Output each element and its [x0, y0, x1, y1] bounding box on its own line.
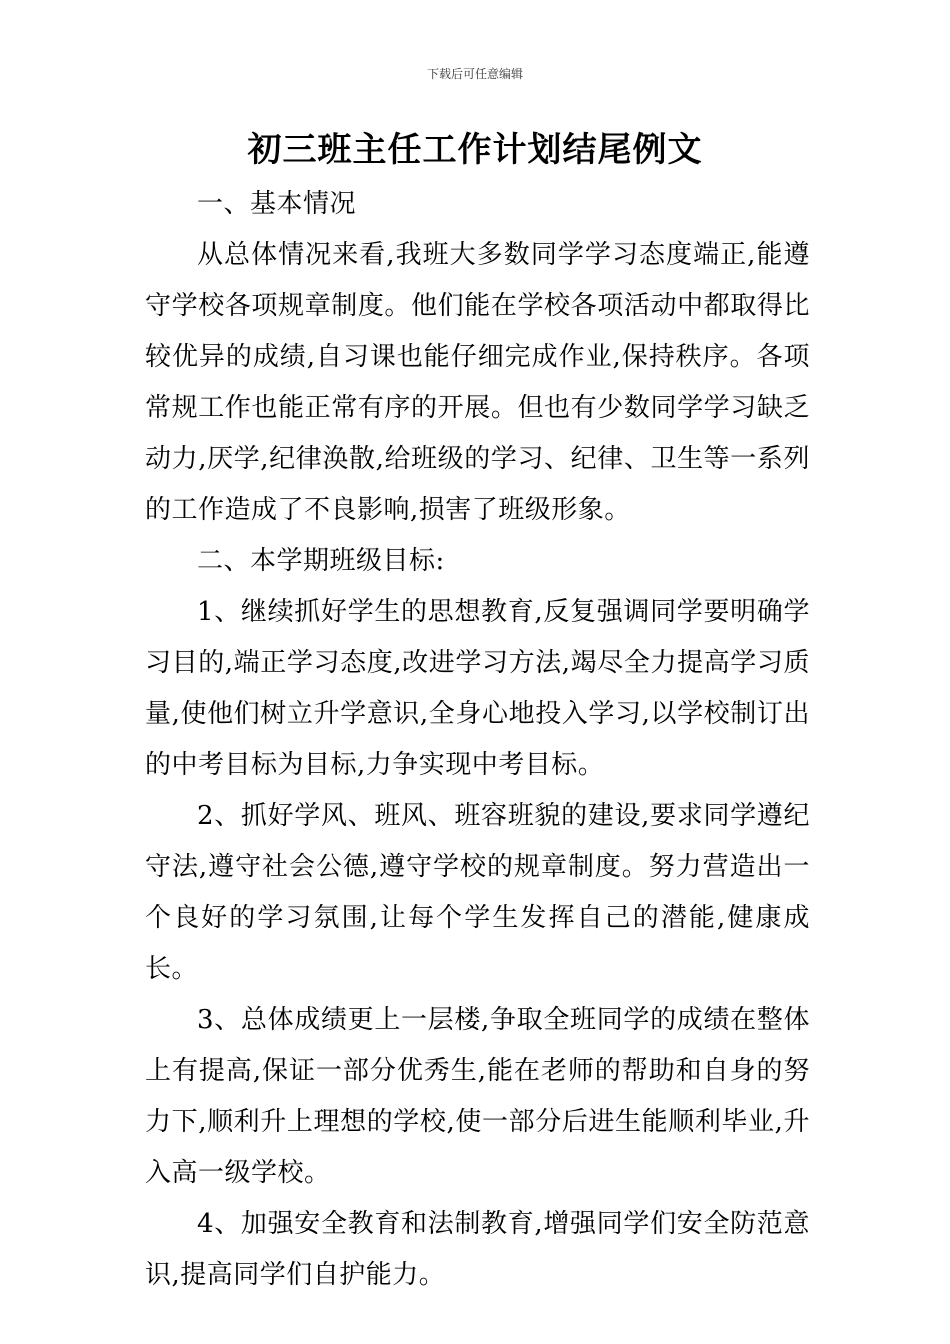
section-heading-basic-situation: 一、基本情况: [197, 189, 357, 219]
paragraph-basic-situation: 从总体情况来看,我班大多数同学学习态度端正,能遵守学校各项规章制度。他们能在学校各项活动中都取得比较优异的成绩,自习课也能仔细完成作业,保持秩序。各项常规工作也能正常有序的开展。但也有少数同学学习缺乏动力,厌学,纪律涣散,给班级的学习、纪律、卫生等一系列的工作造成了不良影响,损害了班级形象。: [145, 240, 810, 525]
section-heading-semester-goals: 二、本学期班级目标:: [197, 546, 445, 576]
header-note: 下载后可任意编辑: [426, 67, 523, 81]
paragraph-goal-4: 4、加强安全教育和法制教育,增强同学们安全防范意识,提高同学们自护能力。: [145, 1209, 810, 1290]
paragraph-goal-3: 3、总体成绩更上一层楼,争取全班同学的成绩在整体上有提高,保证一部分优秀生,能在老师的帮助和自身的努力下,顺利升上理想的学校,使一部分后进生能顺利毕业,升入高一级学校。: [145, 1005, 810, 1188]
document-body: [145, 179, 810, 1301]
document-title: 初三班主任工作计划结尾例文: [247, 130, 703, 170]
paragraph-goal-1: 1、继续抓好学生的思想教育,反复强调同学要明确学习目的,端正学习态度,改进学习方法,竭尽全力提高学习质量,使他们树立升学意识,全身心地投入学习,以学校制订出的中考目标为目标,力争实现中考目标。: [145, 597, 810, 780]
paragraph-goal-2: 2、抓好学风、班风、班容班貌的建设,要求同学遵纪守法,遵守社会公德,遵守学校的规章制度。努力营造出一个良好的学习氛围,让每个学生发挥自己的潜能,健康成长。: [145, 801, 810, 984]
